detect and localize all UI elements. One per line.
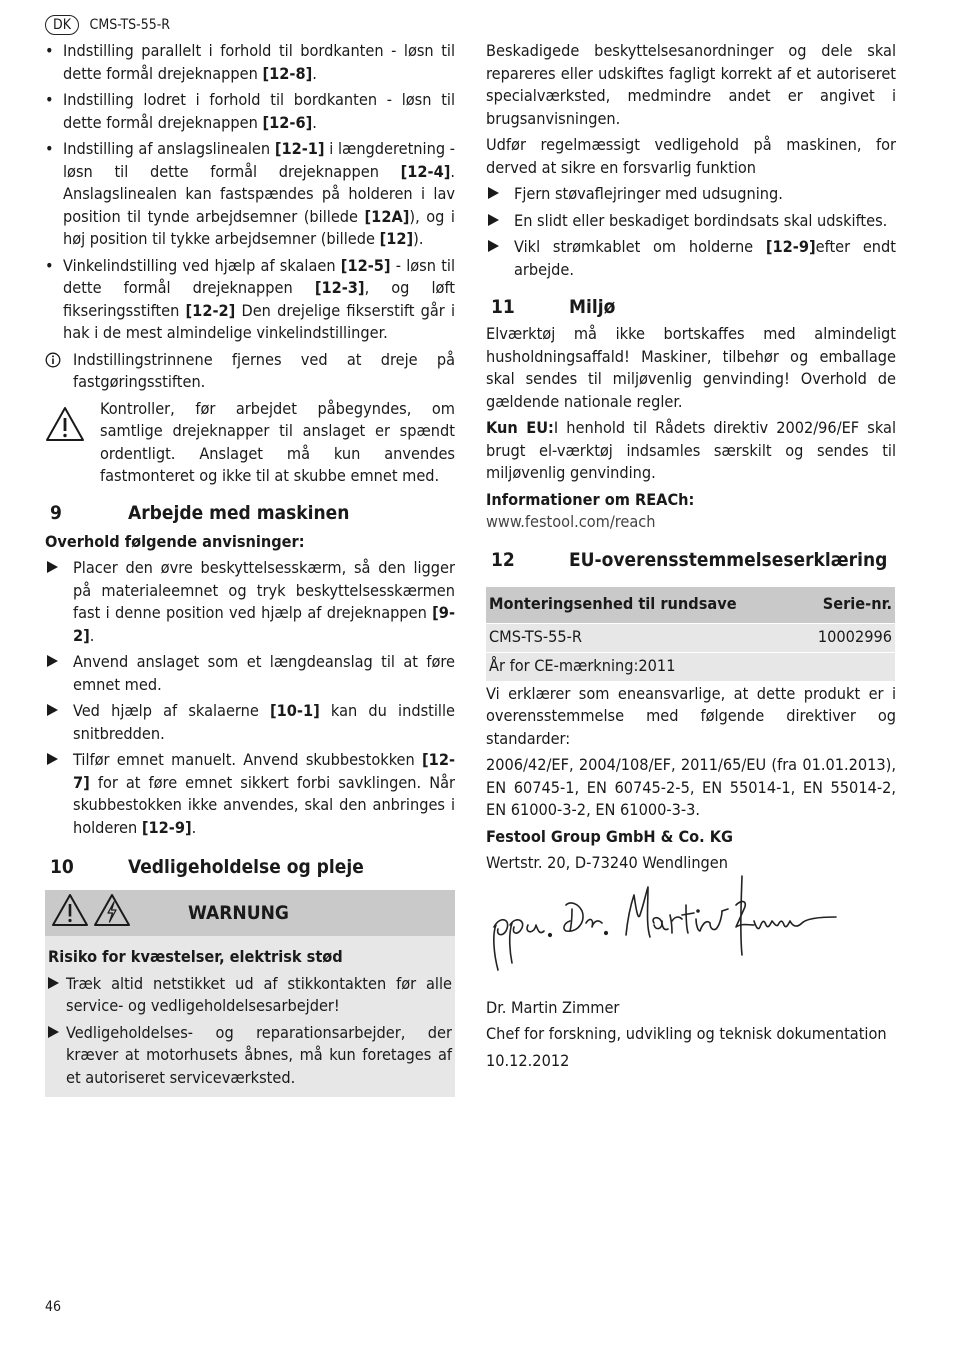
reach-link[interactable]: www.festool.com/reach (486, 512, 656, 531)
list-item: • Vinkelindstilling ved hjælp af skalaen [12-5] - løsn til dette formål drejeknappen [12-3], og løft fikseringsstiften [12-2] Den drejelige fikserstift går i hak i de mest almindelige vinkelindstillinger. (45, 255, 455, 342)
address: Wertstr. 20, D-73240 Wendlingen (486, 853, 728, 872)
reach-label: Informationer om REACh: (486, 489, 695, 509)
warning-triangle-icon (45, 406, 85, 449)
signer-name: Dr. Martin Zimmer (486, 997, 620, 1017)
list-item: • Indstilling af anslagslinealen [12-1] i længderetning - løsn til dette formål drejeknappen [12-4]. Anslagslinealen kan fastspændes på holderen i lav position til tynde arbejdsemner (billede [12A]), og i høj position til tykke arbejdsemner (billede [12]). (45, 139, 455, 248)
page-number: 46 (45, 1299, 62, 1315)
list-item: Tilfør emnet manuelt. Anvend skubbestokken [12-7] for at føre emnet sikkert forbi savklingen. Når skubbestokken ikke anvendes, skal den anbringes i holderen [12-9]. (45, 749, 455, 839)
page-header (45, 14, 170, 35)
table-header-cell: Monteringsenhed til rundsave (486, 587, 797, 624)
list-item: Anvend anslaget som et længdeanslag til at føre emnet med. (45, 651, 455, 696)
list-item: En slidt eller beskadiget bordindsats skal udskiftes. (486, 210, 896, 233)
list-item: Placer den øvre beskyttelsesskærm, så den ligger på materialeemnet og tryk beskyttelsesskærmen fast i denne position ved hjælp af drejeknappen [9-2]. (45, 557, 455, 647)
section-heading: 12 EU-overensstemmelseserklæring (491, 548, 888, 571)
section-heading: 9 Arbejde med maskinen (50, 501, 350, 524)
signer-role: Chef for forskning, udvikling og teknisk dokumentation (486, 1024, 887, 1043)
warning-label: WARNUNG (188, 901, 289, 924)
warning-header (45, 890, 455, 936)
caution-note: Kontroller, før arbejdet påbegyndes, om samtlige drejeknapper til anslaget er spændt ordentligt. Anslaget må kun anvendes fastmonteret og ikke til at skubbe emnet med. (45, 398, 455, 488)
paragraph: Beskadigede beskyttelsesanordninger og dele skal repareres eller udskiftes fagligt korrekt af et autoriseret specialværksted, medmindre andet er angivet i brugsanvisningen. (486, 41, 896, 128)
list-item: Vikl strømkablet om holderne [12-9]efter endt arbejde. (486, 236, 896, 281)
list-item: Fjern støvaflejringer med udsugning. (486, 183, 896, 206)
declaration-table (486, 587, 895, 682)
list-item: • Indstilling parallelt i forhold til bordkanten - løsn til dette formål drejeknappen [12-8]. (45, 41, 455, 83)
company-name: Festool Group GmbH & Co. KG (486, 826, 733, 846)
risk-text: Risiko for kvæstelser, elektrisk stød (48, 947, 343, 966)
left-column (45, 40, 455, 1097)
signature (486, 875, 846, 975)
list-item: • Indstilling lodret i forhold til bordkanten - løsn til dette formål drejeknappen [12-6]. (45, 90, 455, 132)
language-badge: DK (45, 15, 79, 35)
electric-hazard-icon (93, 893, 131, 934)
list-item: Ved hjælp af skalaerne [10-1] kan du indstille snitbredden. (45, 700, 455, 745)
table-cell: 10002996 (797, 623, 895, 652)
info-note: Indstillingstrinnene fjernes ved at dreje på fastgøringsstiften. (45, 349, 455, 394)
right-column (486, 40, 896, 1072)
paragraph: Kun EU:I henhold til Rådets direktiv 2002/96/EF skal brugt el-værktøj indsamles særskilt og sendes til miljøvenlig genvinding. (486, 418, 896, 482)
warning-triangle-icon (51, 893, 89, 934)
table-cell: År for CE-mærkning:2011 (486, 652, 895, 681)
section-heading: 10 Vedligeholdelse og pleje (50, 856, 364, 878)
model-name: CMS-TS-55-R (89, 17, 171, 33)
signature-container (486, 875, 896, 885)
paragraph: 2006/42/EF, 2004/108/EF, 2011/65/EU (fra 01.01.2013), EN 60745-1, EN 60745-2-5, EN 55014-1, EN 55014-2, EN 61000-3-2, EN 61000-3-3. (486, 755, 896, 819)
subheading: Overhold følgende anvisninger: (45, 531, 305, 551)
table-cell: CMS-TS-55-R (486, 623, 797, 652)
info-icon (45, 352, 61, 375)
section-heading: 11 Miljø (491, 296, 616, 318)
paragraph: Udfør regelmæssigt vedligehold på maskinen, for derved at sikre en forsvarlig funktion (486, 135, 896, 177)
paragraph: Vi erklærer som eneansvarlige, at dette produkt er i overensstemmelse med følgende direktiver og standarder: (486, 683, 896, 748)
list-item: Vedligeholdelses- og reparationsarbejder, der kræver at motorhusets åbnes, må kun foretages af et autoriseret serviceværksted. (48, 1022, 452, 1090)
warning-box (45, 890, 455, 1097)
table-header-cell: Serie-nr. (797, 587, 895, 624)
paragraph: Elværktøj må ikke bortskaffes med almindeligt husholdningsaffald! Maskiner, tilbehør og emballage skal sendes til miljøvenlig genvinding! Overhold de gældende nationale regler. (486, 324, 896, 411)
list-item: Træk altid netstikket ud af stikkontakten før alle service- og vedligeholdelsesarbejder! (48, 973, 452, 1018)
date: 10.12.2012 (486, 1050, 570, 1070)
